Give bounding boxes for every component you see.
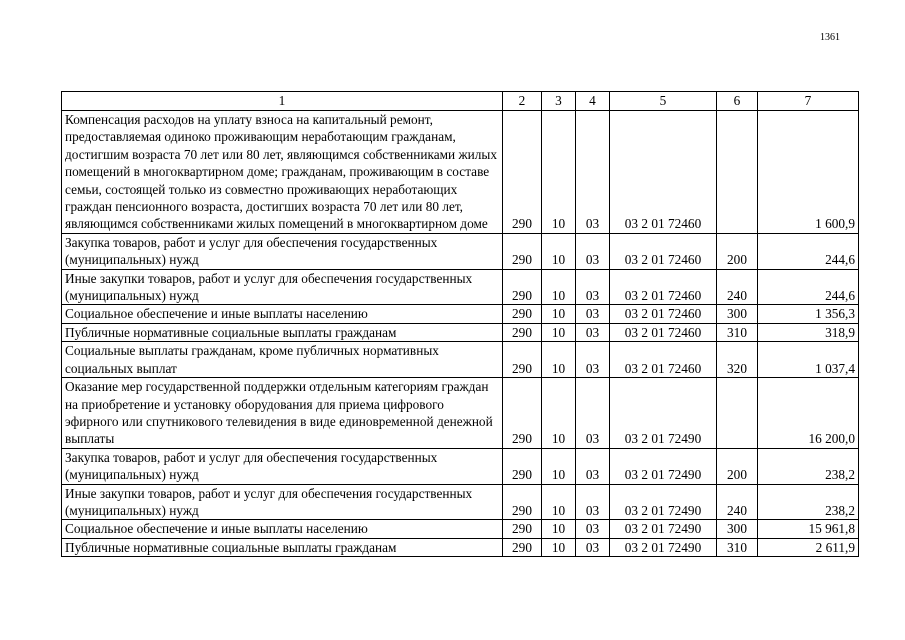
row-col5: 03 2 01 72490 xyxy=(610,448,717,484)
row-col3: 10 xyxy=(542,378,576,449)
row-col3: 10 xyxy=(542,342,576,378)
table-row xyxy=(62,111,859,234)
row-col5: 03 2 01 72460 xyxy=(610,305,717,323)
row-name: Социальное обеспечение и иные выплаты населению xyxy=(62,305,503,323)
row-col2: 290 xyxy=(503,233,542,269)
row-col7: 15 961,8 xyxy=(758,520,859,538)
header-col-1: 1 xyxy=(62,92,503,111)
row-name: Компенсация расходов на уплату взноса на капитальный ремонт, предоставляемая одиноко проживающим неработающим гражданам, достигшим возраста 70 лет или 80 лет, являющимся собственниками жилых помещений в многоквартирном доме; гражданам, проживающим в составе семьи, состоящей только из совместно проживающих неработающих граждан пенсионного возраста, достигших возраста 70 лет или 80 лет, являющимся собственниками жилых помещений в многоквартирном доме xyxy=(62,111,503,234)
row-name: Оказание мер государственной поддержки отдельным категориям граждан на приобретение и установку оборудования для приема цифрового эфирного или спутникового телевидения в виде единовременной денежной выплаты xyxy=(62,378,503,449)
header-col-3: 3 xyxy=(542,92,576,111)
row-col2: 290 xyxy=(503,484,542,520)
row-col4: 03 xyxy=(576,269,610,305)
table-row xyxy=(62,538,859,556)
row-col7: 244,6 xyxy=(758,233,859,269)
row-col4: 03 xyxy=(576,538,610,556)
row-col6 xyxy=(717,378,758,449)
row-col5: 03 2 01 72460 xyxy=(610,323,717,341)
table-row xyxy=(62,233,859,269)
row-col4: 03 xyxy=(576,484,610,520)
row-col3: 10 xyxy=(542,484,576,520)
row-col3: 10 xyxy=(542,448,576,484)
row-col6: 200 xyxy=(717,448,758,484)
row-col2: 290 xyxy=(503,111,542,234)
table-row xyxy=(62,323,859,341)
row-col5: 03 2 01 72490 xyxy=(610,538,717,556)
row-name: Иные закупки товаров, работ и услуг для обеспечения государственных (муниципальных) нужд xyxy=(62,484,503,520)
row-col7: 1 037,4 xyxy=(758,342,859,378)
row-name: Закупка товаров, работ и услуг для обеспечения государственных (муниципальных) нужд xyxy=(62,448,503,484)
row-col2: 290 xyxy=(503,448,542,484)
row-col5: 03 2 01 72460 xyxy=(610,269,717,305)
row-col4: 03 xyxy=(576,233,610,269)
row-col6: 300 xyxy=(717,520,758,538)
row-col2: 290 xyxy=(503,305,542,323)
row-col6: 240 xyxy=(717,484,758,520)
row-col3: 10 xyxy=(542,111,576,234)
row-col2: 290 xyxy=(503,269,542,305)
row-col7: 16 200,0 xyxy=(758,378,859,449)
row-col5: 03 2 01 72490 xyxy=(610,484,717,520)
row-col5: 03 2 01 72460 xyxy=(610,233,717,269)
row-col7: 2 611,9 xyxy=(758,538,859,556)
header-col-6: 6 xyxy=(717,92,758,111)
budget-table xyxy=(61,91,859,557)
row-col3: 10 xyxy=(542,269,576,305)
row-col7: 238,2 xyxy=(758,484,859,520)
row-col6: 310 xyxy=(717,323,758,341)
table-row xyxy=(62,378,859,449)
row-col7: 244,6 xyxy=(758,269,859,305)
row-col5: 03 2 01 72490 xyxy=(610,378,717,449)
row-col2: 290 xyxy=(503,378,542,449)
header-col-5: 5 xyxy=(610,92,717,111)
header-col-2: 2 xyxy=(503,92,542,111)
row-col4: 03 xyxy=(576,323,610,341)
row-col2: 290 xyxy=(503,342,542,378)
row-col7: 1 356,3 xyxy=(758,305,859,323)
row-col3: 10 xyxy=(542,305,576,323)
row-col3: 10 xyxy=(542,538,576,556)
row-col5: 03 2 01 72490 xyxy=(610,520,717,538)
row-col6: 320 xyxy=(717,342,758,378)
row-col4: 03 xyxy=(576,520,610,538)
row-name: Иные закупки товаров, работ и услуг для обеспечения государственных (муниципальных) нужд xyxy=(62,269,503,305)
row-col4: 03 xyxy=(576,342,610,378)
table-row xyxy=(62,484,859,520)
table-header-row xyxy=(62,92,859,111)
row-name: Социальное обеспечение и иные выплаты населению xyxy=(62,520,503,538)
row-col2: 290 xyxy=(503,538,542,556)
header-col-7: 7 xyxy=(758,92,859,111)
row-col6: 310 xyxy=(717,538,758,556)
row-name: Закупка товаров, работ и услуг для обеспечения государственных (муниципальных) нужд xyxy=(62,233,503,269)
page-number: 1361 xyxy=(820,32,840,43)
row-col5: 03 2 01 72460 xyxy=(610,111,717,234)
row-col4: 03 xyxy=(576,305,610,323)
row-col5: 03 2 01 72460 xyxy=(610,342,717,378)
row-name: Социальные выплаты гражданам, кроме публичных нормативных социальных выплат xyxy=(62,342,503,378)
header-col-4: 4 xyxy=(576,92,610,111)
row-col6: 240 xyxy=(717,269,758,305)
row-col6: 300 xyxy=(717,305,758,323)
row-col7: 318,9 xyxy=(758,323,859,341)
row-col6 xyxy=(717,111,758,234)
table-row xyxy=(62,520,859,538)
row-col2: 290 xyxy=(503,323,542,341)
row-col7: 238,2 xyxy=(758,448,859,484)
row-col4: 03 xyxy=(576,448,610,484)
table-row xyxy=(62,269,859,305)
row-name: Публичные нормативные социальные выплаты гражданам xyxy=(62,538,503,556)
row-col3: 10 xyxy=(542,520,576,538)
table-row xyxy=(62,448,859,484)
row-col2: 290 xyxy=(503,520,542,538)
row-col4: 03 xyxy=(576,111,610,234)
table-row xyxy=(62,305,859,323)
row-col6: 200 xyxy=(717,233,758,269)
row-col3: 10 xyxy=(542,323,576,341)
row-col4: 03 xyxy=(576,378,610,449)
row-col7: 1 600,9 xyxy=(758,111,859,234)
table-row xyxy=(62,342,859,378)
row-col3: 10 xyxy=(542,233,576,269)
row-name: Публичные нормативные социальные выплаты гражданам xyxy=(62,323,503,341)
